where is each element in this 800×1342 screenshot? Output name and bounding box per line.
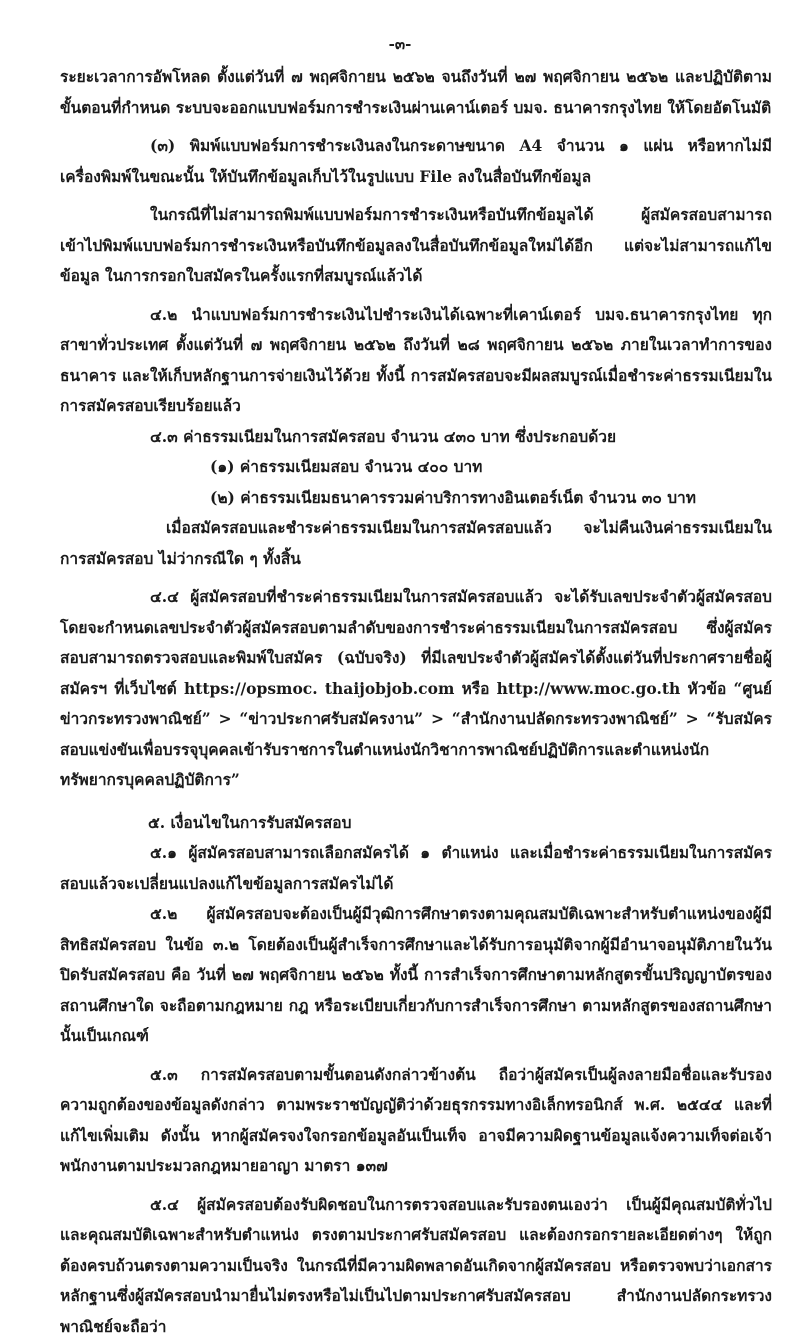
section-5-heading: ๕. เงื่อนไขในการรับสมัครสอบ	[60, 808, 772, 839]
paragraph-5-3: ๕.๓ การสมัครสอบตามขั้นตอนดังกล่าวข้างต้น ถือว่าผู้สมัครเป็นผู้ลงลายมือชื่อและรับรองความถูกต้องของข้อมูลดังกล่าว ตามพระราชบัญญัติว่าด้วยธุรกรรมทางอิเล็กทรอนิกส์ พ.ศ. ๒๕๔๔ และที่แก้ไขเพิ่มเติม ดังนั้น หากผู้สมัครจงใจกรอกข้อมูลอันเป็นเท็จ อาจมีความผิดฐานข้อมูลแจ้งความเท็จต่อเจ้าพนักงานตามประมวลกฎหมายอาญา มาตรา ๑๓๗	[60, 1060, 772, 1182]
fee-item-1: (๑) ค่าธรรมเนียมสอบ จำนวน ๔๐๐ บาท	[60, 452, 772, 483]
paragraph-5-1: ๕.๑ ผู้สมัครสอบสามารถเลือกสมัครได้ ๑ ตำแหน่ง และเมื่อชำระค่าธรรมเนียมในการสมัครสอบแล้วจะเปลี่ยนแปลงแก้ไขข้อมูลการสมัครไม่ได้	[60, 838, 772, 899]
paragraph-no-refund: เมื่อสมัครสอบและชำระค่าธรรมเนียมในการสมัครสอบแล้ว จะไม่คืนเงินค่าธรรมเนียมในการสมัครสอบ ไม่ว่ากรณีใด ๆ ทั้งสิ้น	[60, 513, 772, 574]
paragraph-4-2: ๔.๒ นำแบบฟอร์มการชำระเงินไปชำระเงินได้เฉพาะที่เคาน์เตอร์ บมจ.ธนาคารกรุงไทย ทุกสาขาทั่วประเทศ ตั้งแต่วันที่ ๗ พฤศจิกายน ๒๕๖๒ ถึงวันที่ ๒๘ พฤศจิกายน ๒๕๖๒ ภายในเวลาทำการของธนาคาร และให้เก็บหลักฐานการจ่ายเงินไว้ด้วย ทั้งนี้ การสมัครสอบจะมีผลสมบูรณ์เมื่อชำระค่าธรรมเนียมในการสมัครสอบเรียบร้อยแล้ว	[60, 300, 772, 422]
fee-item-2: (๒) ค่าธรรมเนียมธนาคารรวมค่าบริการทางอินเตอร์เน็ต จำนวน ๓๐ บาท	[60, 483, 772, 514]
document-body	[60, 62, 772, 1342]
paragraph-print-form: (๓) พิมพ์แบบฟอร์มการชำระเงินลงในกระดาษขนาด A4 จำนวน ๑ แผ่น หรือหากไม่มีเครื่องพิมพ์ในขณะนั้น ให้บันทึกข้อมูลเก็บไว้ในรูปแบบ File ลงในสื่อบันทึกข้อมูล	[60, 131, 772, 192]
page-number: -๓-	[0, 32, 800, 56]
paragraph-4-4: ๔.๔ ผู้สมัครสอบที่ชำระค่าธรรมเนียมในการสมัครสอบแล้ว จะได้รับเลขประจำตัวผู้สมัครสอบ โดยจะกำหนดเลขประจำตัวผู้สมัครสอบตามลำดับของการชำระค่าธรรมเนียมในการสมัครสอบ ซึ่งผู้สมัครสอบสามารถตรวจสอบและพิมพ์ใบสมัคร (ฉบับจริง) ที่มีเลขประจำตัวผู้สมัครได้ตั้งแต่วันที่ประกาศรายชื่อผู้สมัครฯ ที่เว็บไซต์ https://opsmoc. thaijobjob.com หรือ http://www.moc.go.th หัวข้อ “ศูนย์ข่าวกระทรวงพาณิชย์” > “ข่าวประกาศรับสมัครงาน” > “สำนักงานปลัดกระทรวงพาณิชย์” > “รับสมัครสอบแข่งขันเพื่อบรรจุบุคคลเข้ารับราชการในตำแหน่งนักวิชาการพาณิชย์ปฏิบัติการและตำแหน่งนักทรัพยากรบุคคลปฏิบัติการ”	[60, 582, 772, 796]
paragraph-reprint: ในกรณีที่ไม่สามารถพิมพ์แบบฟอร์มการชำระเงินหรือบันทึกข้อมูลได้ ผู้สมัครสอบสามารถเข้าไปพิมพ์แบบฟอร์มการชำระเงินหรือบันทึกข้อมูลลงในสื่อบันทึกข้อมูลใหม่ได้อีก แต่จะไม่สามารถแก้ไขข้อมูล ในการกรอกใบสมัครในครั้งแรกที่สมบูรณ์แล้วได้	[60, 200, 772, 292]
paragraph-upload-period: ระยะเวลาการอัพโหลด ตั้งแต่วันที่ ๗ พฤศจิกายน ๒๕๖๒ จนถึงวันที่ ๒๗ พฤศจิกายน ๒๕๖๒ และปฏิบัติตามขั้นตอนที่กำหนด ระบบจะออกแบบฟอร์มการชำระเงินผ่านเคาน์เตอร์ บมจ. ธนาคารกรุงไทย ให้โดยอัตโนมัติ	[60, 62, 772, 123]
paragraph-5-2: ๕.๒ ผู้สมัครสอบจะต้องเป็นผู้มีวุฒิการศึกษาตรงตามคุณสมบัติเฉพาะสำหรับตำแหน่งของผู้มีสิทธิสมัครสอบ ในข้อ ๓.๒ โดยต้องเป็นผู้สำเร็จการศึกษาและได้รับการอนุมัติจากผู้มีอำนาจอนุมัติภายในวันปิดรับสมัครสอบ คือ วันที่ ๒๗ พฤศจิกายน ๒๕๖๒ ทั้งนี้ การสำเร็จการศึกษาตามหลักสูตรขั้นปริญญาบัตรของสถานศึกษาใด จะถือตามกฎหมาย กฎ หรือระเบียบเกี่ยวกับการสำเร็จการศึกษา ตามหลักสูตรของสถานศึกษานั้นเป็นเกณฑ์	[60, 899, 772, 1052]
paragraph-4-3: ๔.๓ ค่าธรรมเนียมในการสมัครสอบ จำนวน ๔๓๐ บาท ซึ่งประกอบด้วย	[60, 422, 772, 453]
paragraph-5-4: ๕.๔ ผู้สมัครสอบต้องรับผิดชอบในการตรวจสอบและรับรองตนเองว่า เป็นผู้มีคุณสมบัติทั่วไปและคุณสมบัติเฉพาะสำหรับตำแหน่ง ตรงตามประกาศรับสมัครสอบ และต้องกรอกรายละเอียดต่างๆ ให้ถูกต้องครบถ้วนตรงตามความเป็นจริง ในกรณีที่มีความผิดพลาดอันเกิดจากผู้สมัครสอบ หรือตรวจพบว่าเอกสารหลักฐานซึ่งผู้สมัครสอบนำมายื่นไม่ตรงหรือไม่เป็นไปตามประกาศรับสมัครสอบ สำนักงานปลัดกระทรวงพาณิชย์จะถือว่า	[60, 1190, 772, 1342]
